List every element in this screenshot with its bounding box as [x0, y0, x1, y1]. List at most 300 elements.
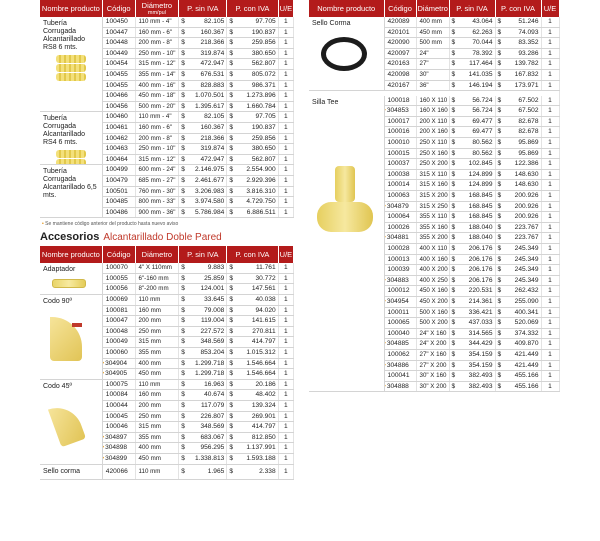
currency-sign: $	[229, 155, 233, 163]
price-without-tax-value: 69.477	[472, 117, 493, 125]
product-diameter: 250 mm	[135, 326, 179, 337]
product-code: 100462	[102, 133, 135, 144]
price-without-tax-value: 218.366	[200, 39, 225, 47]
currency-sign: $	[451, 28, 456, 36]
pipe-segment	[56, 55, 86, 63]
currency-sign: $	[229, 208, 233, 216]
price-without-tax	[449, 233, 495, 244]
price-with-tax	[495, 254, 541, 265]
price-with-tax-value: 259.856	[251, 39, 276, 47]
price-without-tax	[179, 273, 227, 284]
currency-sign: $	[229, 264, 233, 272]
price-without-tax-value: 1.395.617	[194, 102, 225, 110]
product-code: 100045	[102, 411, 135, 422]
price-with-tax-value: 259.856	[251, 134, 276, 142]
currency-sign: $	[181, 264, 185, 272]
price-without-tax	[179, 197, 227, 208]
currency-sign: $	[451, 139, 456, 147]
price-without-tax-value: 168.845	[468, 202, 493, 210]
currency-sign: $	[181, 92, 185, 100]
currency-sign: $	[497, 18, 502, 25]
price-with-tax-value: 255.090	[514, 297, 539, 305]
price-without-tax	[179, 186, 227, 197]
price-with-tax	[495, 212, 541, 223]
price-without-tax	[449, 201, 495, 212]
price-with-tax-value: 380.650	[251, 49, 276, 57]
currency-sign: $	[229, 102, 233, 110]
table-row	[40, 379, 294, 390]
price-without-tax	[449, 27, 495, 38]
product-code: • 304954	[384, 296, 416, 307]
product-diameter: 24" X 200	[416, 339, 449, 350]
header-units: U/E	[278, 0, 293, 17]
price-with-tax-value: 1.546.664	[246, 370, 276, 378]
price-with-tax-value: 95.869	[518, 149, 539, 157]
price-with-tax	[495, 243, 541, 254]
price-with-tax	[495, 318, 541, 329]
price-with-tax	[227, 91, 278, 102]
price-with-tax-value: 562.807	[251, 155, 276, 163]
currency-sign: $	[229, 145, 233, 153]
price-with-tax-value: 83.352	[518, 39, 539, 47]
header-diameter: Diámetro	[416, 0, 449, 17]
currency-sign: $	[229, 28, 233, 36]
currency-sign: $	[451, 107, 456, 115]
price-without-tax-value: 956.295	[200, 444, 225, 452]
product-code: 100448	[102, 38, 135, 49]
elbow-90-image	[50, 317, 82, 361]
price-without-tax	[179, 38, 227, 49]
price-without-tax-value: 206.176	[468, 276, 493, 284]
price-with-tax	[495, 233, 541, 244]
currency-sign: $	[229, 359, 233, 367]
product-diameter: 355 X 200	[416, 233, 449, 244]
currency-sign: $	[181, 134, 185, 142]
product-diameter: 200 X 110	[416, 116, 449, 127]
price-with-tax	[495, 222, 541, 233]
product-name: Codo 90º	[43, 298, 73, 306]
currency-sign: $	[229, 39, 233, 47]
pipes-table-body	[40, 17, 294, 218]
product-code: 420167	[384, 80, 416, 91]
price-without-tax-value: 214.361	[468, 297, 493, 305]
price-with-tax	[495, 48, 541, 59]
currency-sign: $	[229, 70, 233, 78]
units-per-pack: 1	[541, 254, 559, 265]
price-without-tax	[179, 379, 227, 390]
price-with-tax	[227, 207, 278, 218]
table-row	[309, 17, 559, 27]
price-without-tax-value: 382.493	[468, 372, 493, 380]
units-per-pack: 1	[278, 337, 293, 348]
units-per-pack: 1	[278, 453, 293, 464]
price-without-tax-value: 82.105	[204, 113, 225, 121]
units-per-pack: 1	[541, 318, 559, 329]
product-group-cell	[40, 464, 102, 479]
currency-sign: $	[181, 296, 185, 304]
price-with-tax	[227, 48, 278, 59]
product-code: 100011	[384, 307, 416, 318]
accessories-table-right	[309, 0, 560, 392]
product-code: 420090	[384, 38, 416, 49]
price-with-tax-value: 245.349	[514, 266, 539, 274]
price-with-tax	[227, 38, 278, 49]
product-diameter: 355 X 160	[416, 222, 449, 233]
price-without-tax	[449, 371, 495, 382]
currency-sign: $	[451, 18, 456, 25]
price-without-tax	[449, 328, 495, 339]
product-code: 100040	[384, 328, 416, 339]
price-with-tax	[227, 295, 278, 306]
units-per-pack: 1	[541, 349, 559, 360]
price-without-tax	[449, 106, 495, 117]
units-per-pack: 1	[278, 175, 293, 186]
product-code: 100065	[384, 318, 416, 329]
price-with-tax	[227, 27, 278, 38]
header-price-with-tax: P. con IVA	[227, 0, 278, 17]
product-diameter: 30" X 160	[416, 371, 449, 382]
currency-sign: $	[181, 102, 185, 110]
price-without-tax	[179, 122, 227, 133]
price-without-tax-value: 1.299.718	[194, 359, 225, 367]
product-code: 100028	[384, 243, 416, 254]
price-with-tax-value: 94.020	[255, 306, 276, 314]
tee-branch	[335, 166, 355, 202]
product-diameter: 400 X 110	[416, 243, 449, 254]
product-diameter: 500 X 200	[416, 318, 449, 329]
currency-sign: $	[497, 350, 502, 358]
price-without-tax-value: 3.974.580	[194, 198, 225, 206]
product-diameter: 250 X 110	[416, 138, 449, 149]
units-per-pack: 1	[278, 443, 293, 454]
product-code: 100038	[384, 169, 416, 180]
product-code: 100466	[102, 91, 135, 102]
price-with-tax	[227, 165, 278, 176]
price-without-tax-value: 102.845	[468, 160, 493, 168]
price-with-tax	[495, 371, 541, 382]
currency-sign: $	[229, 166, 233, 174]
price-without-tax-value: 354.159	[468, 350, 493, 358]
price-without-tax	[179, 401, 227, 412]
price-without-tax	[449, 318, 495, 329]
units-per-pack: 1	[541, 328, 559, 339]
product-code: 100464	[102, 154, 135, 165]
currency-sign: $	[451, 181, 456, 189]
units-per-pack: 1	[278, 316, 293, 327]
units-per-pack: 1	[278, 411, 293, 422]
price-with-tax-value: 380.650	[251, 145, 276, 153]
currency-sign: $	[229, 370, 233, 378]
price-without-tax-value: 168.845	[468, 192, 493, 199]
price-without-tax	[449, 275, 495, 286]
price-with-tax-value: 805.072	[251, 70, 276, 78]
product-code: 100450	[102, 17, 135, 27]
currency-sign: $	[497, 128, 502, 136]
currency-sign: $	[451, 96, 456, 104]
currency-sign: $	[497, 81, 502, 89]
units-per-pack: 1	[541, 381, 559, 392]
price-without-tax	[449, 48, 495, 59]
price-without-tax-value: 56.724	[472, 107, 493, 115]
product-diameter: 250 X 160	[416, 148, 449, 159]
product-code: 100056	[102, 284, 135, 295]
price-with-tax-value: 245.349	[514, 276, 539, 284]
currency-sign: $	[451, 160, 456, 168]
product-code: • 304885	[384, 339, 416, 350]
units-per-pack: 1	[541, 201, 559, 212]
product-code: 100455	[102, 69, 135, 80]
price-without-tax-value: 2.461.677	[194, 176, 225, 184]
currency-sign: $	[229, 18, 233, 25]
currency-sign: $	[451, 340, 456, 348]
price-with-tax	[227, 17, 278, 27]
units-per-pack: 1	[278, 422, 293, 433]
price-without-tax-value: 319.874	[200, 145, 225, 153]
units-per-pack: 1	[278, 369, 293, 380]
price-without-tax-value: 314.565	[468, 329, 493, 337]
price-without-tax	[179, 17, 227, 27]
price-without-tax	[179, 263, 227, 273]
product-diameter: 200 mm - 8"	[135, 38, 179, 49]
product-diameter: 160 mm	[135, 305, 179, 316]
header-code: Código	[384, 0, 416, 17]
currency-sign: $	[451, 149, 456, 157]
currency-sign: $	[229, 274, 233, 282]
product-diameter: 110 mm	[135, 464, 179, 479]
currency-sign: $	[181, 359, 185, 367]
product-diameter: 250 mm	[135, 411, 179, 422]
units-per-pack: 1	[278, 348, 293, 359]
price-with-tax-value: 6.886.511	[246, 208, 276, 216]
currency-sign: $	[181, 28, 185, 36]
units-per-pack: 1	[541, 296, 559, 307]
header-price-with-tax: P. con IVA	[495, 0, 541, 17]
currency-sign: $	[181, 423, 185, 431]
header-product: Nombre producto	[40, 246, 102, 263]
product-name: Adaptador	[43, 266, 76, 274]
price-with-tax-value: 67.502	[518, 107, 539, 115]
price-with-tax-value: 520.069	[514, 319, 539, 327]
price-with-tax	[495, 27, 541, 38]
header-diameter-unit: mm/pul	[147, 9, 166, 16]
currency-sign: $	[181, 444, 185, 452]
price-with-tax-value: 270.811	[252, 327, 276, 335]
currency-sign: $	[181, 39, 185, 47]
price-without-tax-value: 124.001	[200, 285, 225, 293]
product-diameter: 400 X 200	[416, 265, 449, 276]
price-without-tax	[179, 443, 227, 454]
price-with-tax	[227, 122, 278, 133]
currency-sign: $	[229, 454, 233, 462]
price-without-tax-value: 3.206.983	[194, 187, 225, 195]
currency-sign: $	[497, 223, 502, 231]
right-table-header	[309, 0, 559, 17]
units-per-pack: 1	[541, 212, 559, 223]
price-without-tax	[179, 80, 227, 91]
units-per-pack: 1	[541, 127, 559, 138]
currency-sign: $	[451, 170, 456, 178]
currency-sign: $	[451, 49, 456, 57]
price-without-tax-value: 78.392	[472, 49, 493, 57]
currency-sign: $	[181, 454, 185, 462]
header-price-without-tax: P. sin IVA	[179, 0, 227, 17]
currency-sign: $	[451, 382, 456, 390]
units-per-pack: 1	[541, 38, 559, 49]
price-with-tax	[495, 191, 541, 202]
currency-sign: $	[451, 213, 456, 221]
product-diameter: 400 mm	[135, 443, 179, 454]
currency-sign: $	[451, 255, 456, 263]
price-without-tax	[179, 48, 227, 59]
price-without-tax	[449, 159, 495, 170]
price-without-tax	[449, 38, 495, 49]
price-without-tax	[179, 326, 227, 337]
units-per-pack: 1	[278, 48, 293, 59]
price-with-tax	[495, 106, 541, 117]
price-with-tax-value: 1.273.896	[246, 92, 276, 100]
price-without-tax-value: 336.421	[468, 308, 493, 316]
accessories-table-body	[40, 263, 294, 479]
currency-sign: $	[229, 113, 233, 121]
currency-sign: $	[497, 192, 502, 199]
units-per-pack: 1	[278, 401, 293, 412]
right-column	[309, 0, 559, 392]
price-with-tax-value: 141.615	[251, 317, 276, 325]
currency-sign: $	[181, 349, 185, 357]
table-row	[40, 295, 294, 306]
product-diameter: 27" X 160	[416, 349, 449, 360]
units-per-pack: 1	[278, 284, 293, 295]
product-code: • 304879	[384, 201, 416, 212]
price-without-tax-value: 82.105	[204, 18, 225, 25]
price-with-tax-value: 167.832	[514, 70, 539, 78]
price-without-tax	[179, 91, 227, 102]
product-group-cell	[40, 295, 102, 380]
currency-sign: $	[181, 412, 185, 420]
product-diameter: 400 mm - 16"	[135, 80, 179, 91]
currency-sign: $	[451, 372, 456, 380]
price-with-tax	[495, 180, 541, 191]
product-diameter: 315 mm	[135, 422, 179, 433]
price-without-tax-value: 206.176	[468, 255, 493, 263]
price-without-tax-value: 80.562	[472, 139, 493, 147]
price-with-tax-value: 200.926	[514, 213, 539, 221]
price-with-tax-value: 82.678	[518, 128, 539, 136]
price-without-tax	[179, 27, 227, 38]
price-with-tax-value: 245.349	[514, 244, 539, 252]
table-row	[309, 96, 559, 106]
price-with-tax-value: 455.166	[514, 382, 539, 390]
currency-sign: $	[497, 213, 502, 221]
price-with-tax-value: 97.705	[255, 18, 276, 25]
table-row	[40, 464, 294, 479]
price-with-tax-value: 148.630	[514, 181, 539, 189]
price-without-tax-value: 43.064	[472, 18, 493, 25]
product-code: 100455	[102, 80, 135, 91]
price-with-tax	[227, 175, 278, 186]
product-code: 100461	[102, 122, 135, 133]
currency-sign: $	[181, 70, 185, 78]
units-per-pack: 1	[541, 265, 559, 276]
product-diameter: 315 X 160	[416, 180, 449, 191]
units-per-pack: 1	[541, 275, 559, 286]
currency-sign: $	[451, 202, 456, 210]
currency-sign: $	[497, 170, 502, 178]
product-code: 100013	[384, 254, 416, 265]
currency-sign: $	[451, 81, 456, 89]
currency-sign: $	[181, 81, 185, 89]
price-without-tax	[449, 243, 495, 254]
product-code: 100485	[102, 197, 135, 208]
price-with-tax-value: 11.761	[255, 264, 276, 272]
pipes-table-header	[40, 0, 294, 17]
currency-sign: $	[229, 391, 233, 399]
units-per-pack: 1	[278, 295, 293, 306]
price-without-tax	[179, 207, 227, 218]
currency-sign: $	[229, 349, 233, 357]
product-code: 100075	[102, 379, 135, 390]
units-per-pack: 1	[541, 69, 559, 80]
units-per-pack: 1	[278, 326, 293, 337]
product-diameter: 315 X 200	[416, 191, 449, 202]
price-without-tax	[179, 453, 227, 464]
product-code: 100479	[102, 175, 135, 186]
currency-sign: $	[181, 327, 185, 335]
currency-sign: $	[451, 192, 456, 199]
units-per-pack: 1	[541, 17, 559, 27]
product-code: • 304888	[384, 381, 416, 392]
table-row	[40, 263, 294, 273]
product-code: 100499	[102, 165, 135, 176]
currency-sign: $	[229, 380, 233, 388]
product-diameter: 6"-160 mm	[135, 273, 179, 284]
price-without-tax-value: 437.033	[468, 319, 493, 327]
currency-sign: $	[229, 296, 233, 304]
product-code: 100463	[102, 144, 135, 155]
product-code: 420101	[384, 27, 416, 38]
pipes-table	[40, 0, 294, 218]
product-code: 100069	[102, 295, 135, 306]
product-code: 420098	[384, 69, 416, 80]
price-without-tax-value: 160.367	[200, 28, 225, 36]
price-without-tax	[179, 133, 227, 144]
price-with-tax	[227, 101, 278, 112]
price-without-tax-value: 227.572	[200, 327, 225, 335]
price-with-tax	[227, 401, 278, 412]
price-with-tax	[227, 273, 278, 284]
price-without-tax	[179, 154, 227, 165]
product-diameter: 760 mm - 30"	[135, 186, 179, 197]
product-code: 100456	[102, 101, 135, 112]
price-without-tax-value: 56.724	[472, 96, 493, 104]
price-with-tax-value: 812.850	[251, 433, 276, 441]
currency-sign: $	[229, 176, 233, 184]
price-without-tax	[449, 116, 495, 127]
brand-tag	[72, 323, 82, 327]
units-per-pack: 1	[278, 464, 293, 479]
price-without-tax-value: 117.079	[200, 402, 225, 409]
price-without-tax	[179, 69, 227, 80]
currency-sign: $	[229, 123, 233, 131]
units-per-pack: 1	[541, 48, 559, 59]
price-without-tax	[449, 349, 495, 360]
product-code: 100060	[102, 348, 135, 359]
product-diameter: 400 X 160	[416, 254, 449, 265]
price-without-tax	[449, 360, 495, 371]
currency-sign: $	[451, 266, 456, 274]
price-with-tax	[495, 59, 541, 70]
product-diameter: 200 mm - 8"	[135, 133, 179, 144]
